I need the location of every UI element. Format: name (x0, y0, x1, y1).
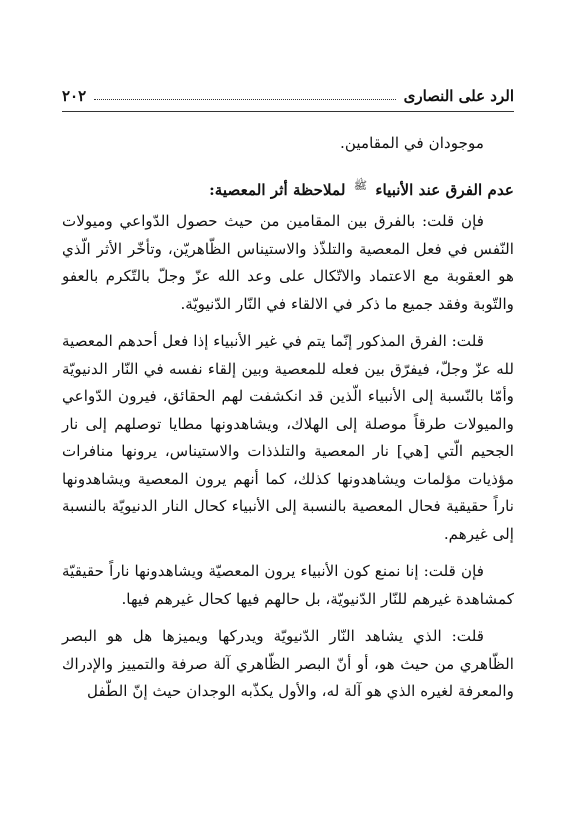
honorific-glyph: ﷺ (353, 178, 368, 192)
paragraph-continuation: موجودان في المقامين. (340, 134, 484, 152)
running-title: الرد على النصارى (403, 87, 514, 105)
header-dotted-rule (94, 99, 395, 100)
paragraph-objection-1: فإن قلت: بالفرق بين المقامين من حيث حصول الدّواعي وميولات النّفس في فعل المعصية والتلذّذ والاستيناس الظّاهريّن، وتأخّر الأثر الّذي هو العقوبة مع الاعتماد والاتّكال على وعد الله عزّ وجلّ بالتّكرم بالعفو والتّوبة وفقد جميع ما ذكر في الالقاء في النّار الدّنيويّة. (62, 212, 514, 313)
heading-text: عدم الفرق عند الأنبياء (375, 180, 514, 199)
page-header (62, 84, 514, 108)
page-body (62, 130, 514, 706)
paragraph-objection-2: فإن قلت: إنا نمنع كون الأنبياء يرون المعصيّة ويشاهدونها ناراً حقيقيّة كمشاهدة غيرهم للنّار الدّنيويّة، بل حالهم فيها كحال غيرهم فيها. (62, 562, 514, 608)
header-underline (62, 111, 514, 112)
paragraph-reply-1: قلت: الفرق المذكور إنّما يتم في غير الأنبياء إذا فعل أحدهم المعصية لله عزّ وجلّ، فيفرّق بين فعله للمعصية وبين إلقاء نفسه في النّار الدنيويّة وأمّا بالنّسبة إلى الأنبياء الّذين قد انكشفت لهم الحقائق، فيرون الدّواعي والميولات طرقاً موصلة إلى الهلاك، ويشاهدونها مطايا توصلهم إلى نار الجحيم الّتي [هي] نار المعصية والتلذذات والاستيناس، يرونها منافرات مؤذيات مؤلمات ويشاهدونها كذلك، كما أنهم يرون المعصية ويشاهدونها ناراً حقيقية فحال المعصية بالنسبة إلى الأنبياء كحال النار الدنيويّة بالنسبة إلى غيرهم. (62, 332, 514, 543)
page-number: ٢٠٢ (62, 87, 87, 105)
paragraph-reply-2: قلت: الذي يشاهد النّار الدّنيويّة ويدركها ويميزها هل هو البصر الظّاهري من حيث هو، أو أنّ البصر الظّاهري آلة صرفة والتمييز والإدراك والمعرفة لغيره الذي هو آلة له، والأول يكذّبه الوجدان حيث إنّ الطّفل (62, 627, 514, 701)
heading-rest: لملاحظة أثر المعصية: (209, 180, 346, 199)
section-heading (62, 172, 514, 205)
